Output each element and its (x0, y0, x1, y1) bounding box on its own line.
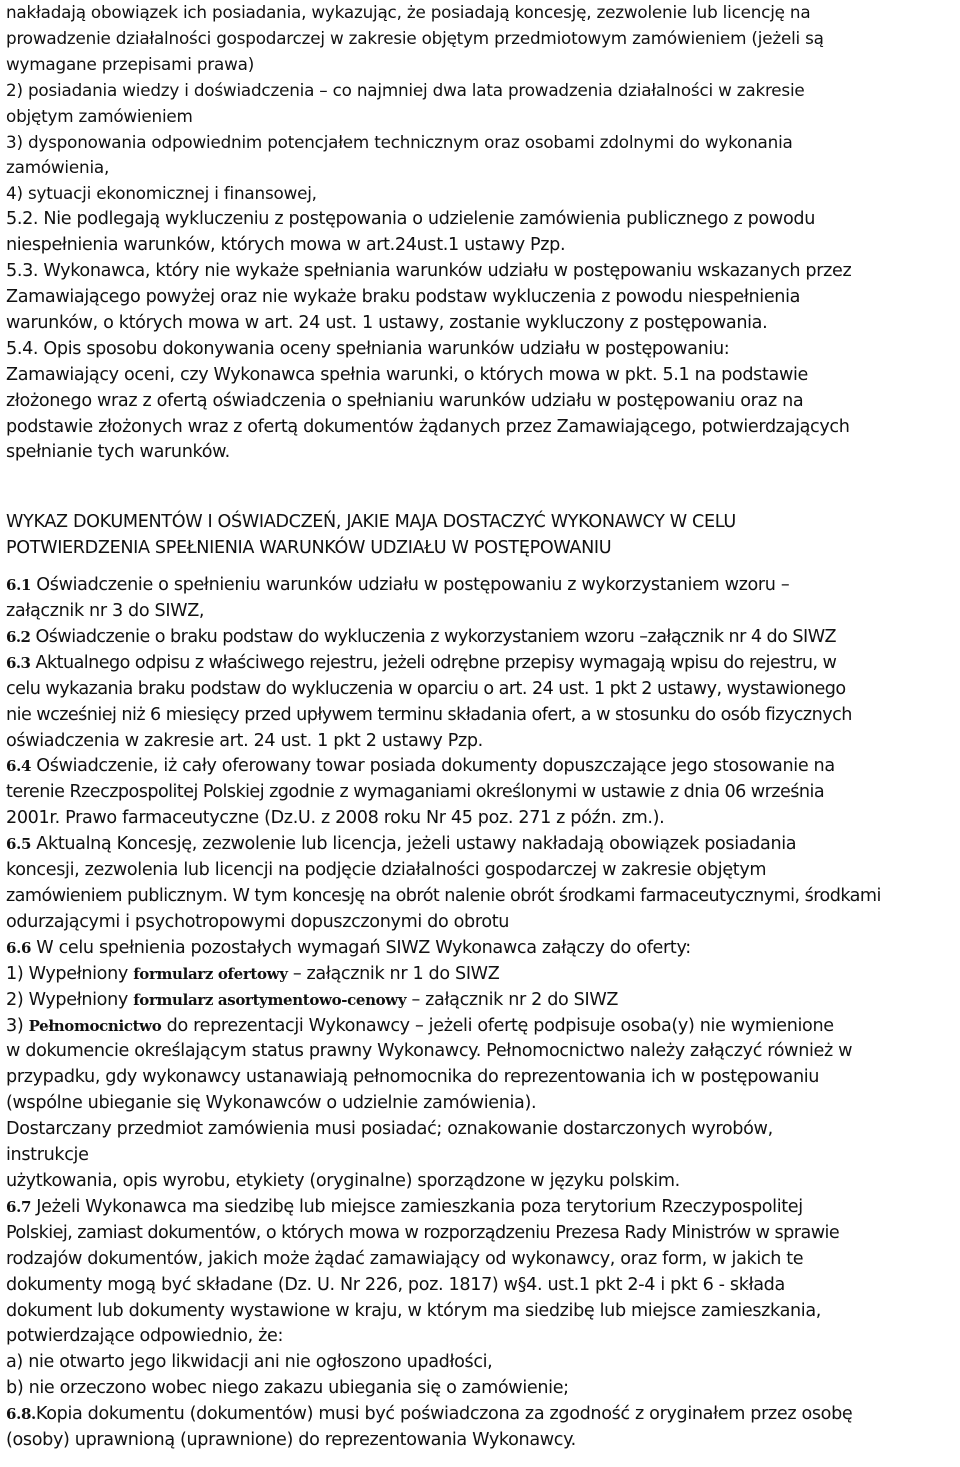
text-line: dokument lub dokumenty wystawione w kraju, w którym ma siedzibę lub miejsce zamieszkania, (6, 1300, 822, 1321)
text-line: zamówienia, (6, 157, 110, 178)
text-line: zamówieniem publicznym. W tym koncesję na obrót nalenie obrót środkami farmaceutycznymi, środkami (6, 886, 881, 906)
text-line: 3) dysponowania odpowiednim potencjałem technicznym oraz osobami zdolnymi do wykonania (6, 131, 793, 152)
text-line: koncesji, zezwolenia lub licencji na podjęcie działalności gospodarczej w zakresie objętym (6, 860, 767, 881)
text-line: 4) sytuacji ekonomicznej i finansowej, (6, 183, 317, 204)
text-line: 5.2. Nie podlegają wykluczeniu z postępowania o udzielenie zamówienia publicznego z powodu (6, 209, 815, 230)
item-number: 6.8. (6, 1405, 36, 1424)
text-line: Polskiej, zamiast dokumentów, o których mowa w rozporządzeniu Prezesa Rady Ministrów w sprawie (6, 1222, 840, 1243)
text-line: wymagane przepisami prawa) (6, 53, 255, 74)
list-item-6-7: 6.7 Jeżeli Wykonawca ma siedzibę lub miejsce zamieszkania poza terytorium Rzeczypospolitej (6, 1196, 803, 1217)
sub-item-3: 3) Pełnomocnictwo do reprezentacji Wykonawcy – jeżeli ofertę podpisuje osoba(y) nie wymienione (6, 1015, 834, 1036)
text-line: Dostarczany przedmiot zamówienia musi posiadać; oznakowanie dostarczonych wyrobów, (6, 1119, 773, 1140)
text-line: oświadczenia w zakresie art. 24 ust. 1 pkt 2 ustawy Pzp. (6, 730, 483, 751)
sub-item-2: 2) Wypełniony formularz asortymentowo-cenowy – załącznik nr 2 do SIWZ (6, 989, 619, 1010)
text-line: rodzajów dokumentów, jakich może żądać zamawiający od wykonawcy, oraz form, w jakich te (6, 1248, 804, 1269)
text-line: odurzającymi i psychotropowymi dopuszczonymi do obrotu (6, 911, 510, 932)
text-line: nie wcześniej niż 6 miesięcy przed upływem terminu składania ofert, a w stosunku do osób fizycznych (6, 704, 852, 725)
text-line: 5.3. Wykonawca, który nie wykaże spełniania warunków udziału w postępowaniu wskazanych przez (6, 261, 852, 282)
text-line: (wspólne ubieganie się Wykonawców o udzielnie zamówienia). (6, 1093, 537, 1114)
item-number: 6.3 (6, 653, 31, 672)
text-line: Zamawiającego powyżej oraz nie wykaże braku podstaw wykluczenia z powodu niespełnienia (6, 286, 801, 307)
list-item-6-1: 6.1 Oświadczenie o spełnieniu warunków udziału w postępowaniu z wykorzystaniem wzoru – (6, 575, 790, 596)
form-name: formularz ofertowy (133, 964, 288, 983)
text-line: użytkowania, opis wyrobu, etykiety (oryginalne) sporządzone w języku polskim. (6, 1170, 680, 1191)
text-line: złożonego wraz z ofertą oświadczenia o spełnianiu warunków udziału w postępowaniu oraz na (6, 390, 804, 411)
document-list-heading (6, 510, 956, 562)
sub-item-1: 1) Wypełniony formularz ofertowy – załącznik nr 1 do SIWZ (6, 963, 500, 984)
text-line: 2001r. Prawo farmaceutyczne (Dz.U. z 2008 roku Nr 45 poz. 271 z późn. zm.). (6, 808, 665, 829)
text-line: b) nie orzeczono wobec niego zakazu ubiegania się o zamówienie; (6, 1378, 569, 1399)
item-number: 6.7 (6, 1197, 32, 1216)
list-item-6-6: 6.6 W celu spełnienia pozostałych wymagań SIWZ Wykonawca załączy do oferty: (6, 937, 691, 958)
text-line: podstawie złożonych wraz z ofertą dokumentów żądanych przez Zamawiającego, potwierdzających (6, 416, 850, 437)
text-line: objętym zamówieniem (6, 105, 193, 126)
section-5-conditions (6, 0, 956, 466)
text-line: prowadzenie działalności gospodarczej w zakresie objętym przedmiotowym zamówieniem (jeżeli są (6, 27, 824, 48)
text-line: przypadku, gdy wykonawcy ustanawiają pełnomocnika do reprezentowania ich w postępowaniu (6, 1067, 820, 1088)
text-line: w dokumencie określającym status prawny Wykonawcy. Pełnomocnictwo należy załączyć również w (6, 1041, 853, 1062)
heading-line: WYKAZ DOKUMENTÓW I OŚWIADCZEŃ, JAKIE MAJA DOSTACZYĆ WYKONAWCY W CELU (6, 512, 736, 533)
list-item-6-2: 6.2 Oświadczenie o braku podstaw do wykluczenia z wykorzystaniem wzoru –załącznik nr 4 do SIWZ (6, 626, 837, 647)
text-line: 5.4. Opis sposobu dokonywania oceny spełniania warunków udziału w postępowaniu: (6, 338, 730, 359)
text-line: Zamawiający oceni, czy Wykonawca spełnia warunki, o których mowa w pkt. 5.1 na podstawie (6, 364, 808, 385)
text-line: 2) posiadania wiedzy i doświadczenia – co najmniej dwa lata prowadzenia działalności w zakresie (6, 79, 805, 100)
text-line: potwierdzające odpowiednio, że: (6, 1326, 284, 1347)
text-line: (osoby) uprawnioną (uprawnione) do reprezentowania Wykonawcy. (6, 1430, 576, 1451)
text-line: nakładają obowiązek ich posiadania, wykazując, że posiadają koncesję, zezwolenie lub licencję na (6, 2, 811, 22)
form-name: formularz asortymentowo-cenowy (133, 990, 407, 1009)
text-line: niespełnienia warunków, których mowa w art.24ust.1 ustawy Pzp. (6, 235, 566, 256)
text-line: warunków, o których mowa w art. 24 ust. 1 ustawy, zostanie wykluczony z postępowania. (6, 312, 768, 333)
item-number: 6.1 (6, 576, 32, 595)
text-line: celu wykazania braku podstaw do wykluczenia w oparciu o art. 24 ust. 1 pkt 2 ustawy, wystawionego (6, 678, 846, 699)
list-item-6-5: 6.5 Aktualną Koncesję, zezwolenie lub licencja, jeżeli ustawy nakładają obowiązek posiadania (6, 834, 797, 855)
text-line: spełnianie tych warunków. (6, 442, 230, 463)
text-line: a) nie otwarto jego likwidacji ani nie ogłoszono upadłości, (6, 1352, 493, 1373)
item-number: 6.6 (6, 938, 32, 957)
list-item-6-4: 6.4 Oświadczenie, iż cały oferowany towar posiada dokumenty dopuszczające jego stosowanie na (6, 756, 835, 777)
heading-line: POTWIERDZENIA SPEŁNIENIA WARUNKÓW UDZIAŁU W POSTĘPOWANIU (6, 538, 612, 559)
text-line: dokumenty mogą być składane (Dz. U. Nr 226, poz. 1817) w§4. ust.1 pkt 2-4 i pkt 6 - składa (6, 1274, 785, 1295)
form-name: Pełnomocnictwo (28, 1016, 162, 1035)
text-line: załącznik nr 3 do SIWZ, (6, 601, 205, 622)
item-number: 6.4 (6, 757, 32, 776)
item-number: 6.2 (6, 627, 31, 646)
text-line: terenie Rzeczpospolitej Polskiej zgodnie z wymaganiami określonymi w ustawie z dnia 06 września (6, 782, 825, 803)
item-number: 6.5 (6, 835, 32, 854)
list-item-6-3: 6.3 Aktualnego odpisu z właściwego rejestru, jeżeli odrębne przepisy wymagają wpisu do rejestru, w (6, 652, 837, 673)
document-list (6, 573, 956, 1454)
text-line: instrukcje (6, 1145, 89, 1166)
list-item-6-8: 6.8.Kopia dokumentu (dokumentów) musi być poświadczona za zgodność z oryginałem przez osobę (6, 1404, 853, 1425)
document-page (6, 0, 956, 1454)
